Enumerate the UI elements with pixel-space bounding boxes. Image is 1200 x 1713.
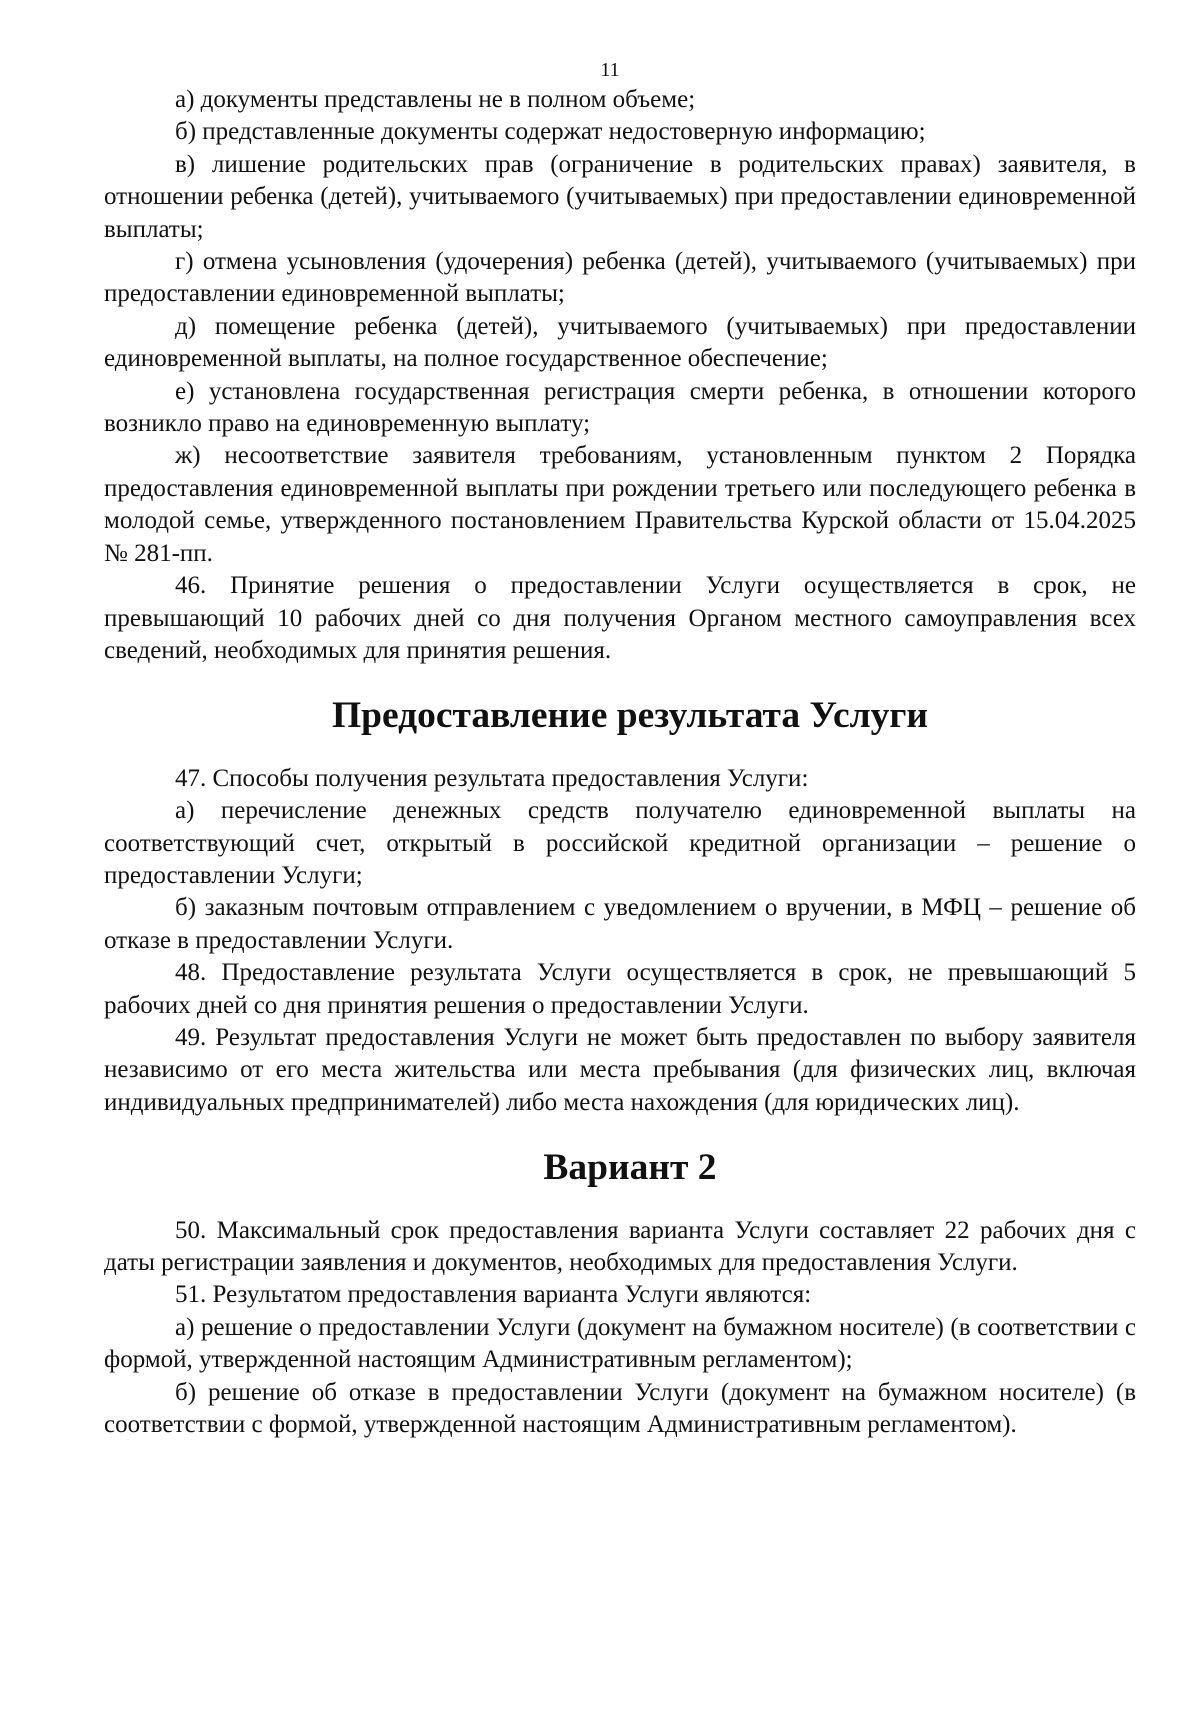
paragraph: д) помещение ребенка (детей), учитываемого (учитываемых) при предоставлении единовременной выплаты, на полное государственное обеспечение; <box>104 312 1136 373</box>
paragraph: ж) несоответствие заявителя требованиям, установленным пунктом 2 Порядка предоставления единовременной выплаты при рождении третьего или последующего ребенка в молодой семье, утвержденного постановлением Правительства Курской области от 15.04.2025 № 281-пп. <box>104 442 1136 567</box>
paragraph: б) заказным почтовым отправлением с уведомлением о вручении, в МФЦ – решение об отказе в предоставлении Услуги. <box>104 894 1136 954</box>
paragraph: 51. Результатом предоставления варианта Услуги являются: <box>175 1281 812 1309</box>
paragraph: 48. Предоставление результата Услуги осуществляется в срок, не превышающий 5 рабочих дней со дня принятия решения о предоставлении Услуги. <box>104 959 1136 1019</box>
document-body <box>104 84 1136 1441</box>
page-number: 11 <box>600 59 620 81</box>
section-heading-result: Предоставление результата Услуги <box>331 695 929 737</box>
paragraph: е) установлена государственная регистрация смерти ребенка, в отношении которого возникло право на единовременную выплату; <box>104 377 1136 438</box>
section-heading-variant-2: Вариант 2 <box>543 1147 717 1189</box>
paragraph: 49. Результат предоставления Услуги не может быть предоставлен по выбору заявителя независимо от его места жительства или места пребывания (для физических лиц, включая индивидуальных предпринимателей) либо места нахождения (для юридических лиц). <box>104 1023 1136 1116</box>
paragraph: а) перечисление денежных средств получателю единовременной выплаты на соответствующий счет, открытый в российской кредитной организации – решение о предоставлении Услуги; <box>104 797 1136 889</box>
paragraph: 50. Максимальный срок предоставления варианта Услуги составляет 22 рабочих дня с даты регистрации заявления и документов, необходимых для предоставления Услуги. <box>104 1216 1136 1276</box>
paragraph: б) решение об отказе в предоставлении Услуги (документ на бумажном носителе) (в соответствии с формой, утвержденной настоящим Административным регламентом). <box>104 1378 1136 1439</box>
paragraph: г) отмена усыновления (удочерения) ребенка (детей), учитываемого (учитываемых) при предоставлении единовременной выплаты; <box>104 248 1136 308</box>
paragraph: а) решение о предоставлении Услуги (документ на бумажном носителе) (в соответствии с формой, утвержденной настоящим Административным регламентом); <box>104 1313 1136 1374</box>
paragraph: 46. Принятие решения о предоставлении Услуги осуществляется в срок, не превышающий 10 рабочих дней со дня получения Органом местного самоуправления всех сведений, необходимых для принятия решения. <box>104 572 1136 664</box>
paragraph: 47. Способы получения результата предоставления Услуги: <box>175 764 809 792</box>
paragraph: в) лишение родительских прав (ограничение в родительских правах) заявителя, в отношении ребенка (детей), учитываемого (учитываемых) при предоставлении единовременной выплаты; <box>104 150 1136 243</box>
paragraph: б) представленные документы содержат недостоверную информацию; <box>175 118 926 146</box>
paragraph: а) документы представлены не в полном объеме; <box>175 86 696 113</box>
